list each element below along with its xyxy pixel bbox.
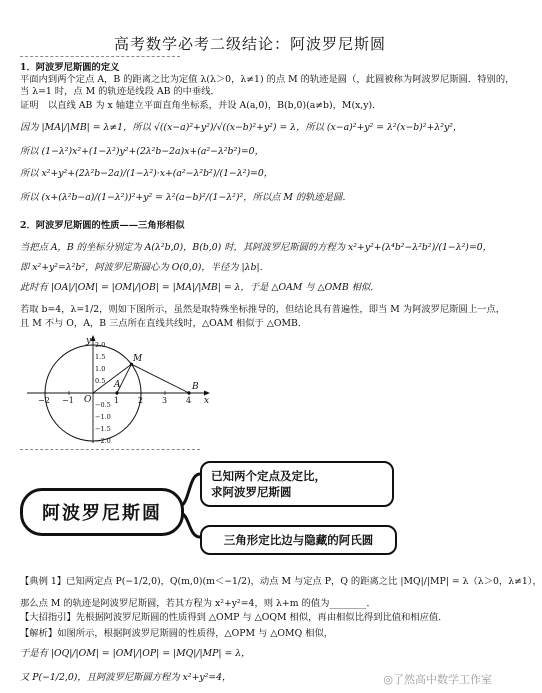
x-tick-label: −2 <box>38 396 50 405</box>
page-title: 高考数学必考二级结论：阿波罗尼斯圆 <box>113 35 386 53</box>
label-y-axis: y <box>86 336 92 346</box>
example-line: 那么点 M 的轨迹是阿波罗尼斯圆，若其方程为 x²+y²=4，则 λ+m 的值为________． <box>20 598 376 609</box>
y-tick-label: 0.5 <box>95 377 106 385</box>
mindmap-branch-2: 三角形定比边与隐藏的阿氏圆 <box>200 525 397 555</box>
solution-line: 于是有 |OQ|/|OM| = |OM|/|OP| = |MQ|/|MP| = λ， <box>20 648 251 659</box>
mindmap-branch-1-line1: 已知两个定点及定比， <box>211 469 326 483</box>
math-line: 所以 (x+(λ²b−a)/(1−λ²))²+y² = λ²(a−b)²/(1−λ²)²，所以点 M 的轨迹是圆． <box>20 192 352 203</box>
segment-MB <box>131 364 189 393</box>
mindmap-center-node: 阿波罗尼斯圆 <box>20 488 184 536</box>
mindmap-branch-1 <box>200 461 394 507</box>
x-tick-label: 2 <box>138 396 144 405</box>
section-heading-2: 2．阿波罗尼斯圆的性质——三角形相似 <box>20 220 185 231</box>
proof-line: 证明 以直线 AB 为 x 轴建立平面直角坐标系，并设 A(a,0)，B(b,0)(a≠b)，M(x,y)． <box>20 100 382 111</box>
math-line: 此时有 |OA|/|OM| = |OM|/|OB| = |MA|/|MB| = λ，于是 △OAM 与 △OMB 相似． <box>20 282 380 293</box>
y-tick-label: 2.0 <box>95 341 106 349</box>
label-B: B <box>192 382 199 392</box>
apollonius-circle-figure <box>22 335 212 445</box>
y-tick-label: −2.0 <box>95 437 111 445</box>
y-tick-label: 1.5 <box>95 353 106 361</box>
example-line: 【典例 1】已知两定点 P(−1/2,0)，Q(m,0)(m＜−1/2)，动点 M 与定点 P，Q 的距离之比 |MQ|/|MP| = λ（λ＞0，λ≠1）， <box>20 576 542 587</box>
y-tick-label: −1.0 <box>95 413 111 421</box>
math-line: 当把点 A，B 的坐标分别定为 A(λ²b,0)，B(b,0) 时，其阿波罗尼斯圆的方程为 x²+y²+(λ⁴b²−λ²b²)/(1−λ²)=0， <box>20 242 492 253</box>
x-tick-label: 3 <box>162 396 168 405</box>
y-tick-label: −1.5 <box>95 425 111 433</box>
math-line: 所以 x²+y²+(2λ²b−2a)/(1−λ²)·x+(a²−λ²b²)/(1−λ²)=0， <box>20 168 274 179</box>
title-divider <box>20 56 180 57</box>
math-line: 即 x²+y²=λ²b²，阿波罗尼斯圆心为 O(0,0)，半径为 |λb|． <box>20 262 269 273</box>
text-line: 且 M 不与 O，A，B 三点所在直线共线时，△OAM 相似于 △OMB． <box>20 318 308 329</box>
watermark-label: ◎了然高中数学工作室 <box>383 673 492 686</box>
solution-line: 【解析】如图所示，根据阿波罗尼斯圆的性质得，△OPM 与 △OMQ 相似， <box>20 628 334 639</box>
x-axis-arrow <box>204 391 210 396</box>
hint-line: 【大招指引】先根据阿波罗尼斯圆的性质得到 △OMP 与 △OQM 相似，再由相似比得到比值和相应值． <box>20 612 448 623</box>
label-M: M <box>133 354 143 364</box>
math-line: 所以 (1−λ²)x²+(1−λ²)y²+(2λ²b−2a)x+(a²−λ²b²)=0， <box>20 146 264 157</box>
x-tick-label: 1 <box>114 396 120 405</box>
mindmap-branch-1-line2: 求阿波罗尼斯圆 <box>211 485 292 499</box>
math-line: 因为 |MA|/|MB| = λ≠1，所以 √((x−a)²+y²)/√((x−b)²+y²) = λ，所以 (x−a)²+y² = λ²(x−b)²+λ²y²， <box>20 122 463 133</box>
label-A: A <box>114 380 121 390</box>
label-origin: O <box>84 395 92 405</box>
figure-divider <box>20 449 200 450</box>
section-heading-1: 1．阿波罗尼斯圆的定义 <box>20 62 120 73</box>
x-tick-label: 4 <box>186 396 192 405</box>
text-line: 平面内到两个定点 A，B 的距离之比为定值 λ(λ＞0，λ≠1) 的点 M 的轨迹是圆（，此圆被称为阿波罗尼斯圆．特别的， <box>20 74 515 85</box>
x-tick-label: −1 <box>62 396 74 405</box>
solution-line: 又 P(−1/2,0)，且阿波罗尼斯圆方程为 x²+y²=4， <box>20 672 232 683</box>
text-line: 当 λ=1 时，点 M 的轨迹是线段 AB 的中垂线． <box>20 86 220 97</box>
label-x-axis: x <box>204 396 210 406</box>
y-tick-label: 1.0 <box>95 365 106 373</box>
y-tick-label: −0.5 <box>95 401 111 409</box>
text-line: 若取 b=4，λ=1/2，则如下图所示，虽然是取特殊坐标推导的，但结论具有普遍性，即当 M 为阿波罗尼斯圆上一点， <box>20 304 506 315</box>
